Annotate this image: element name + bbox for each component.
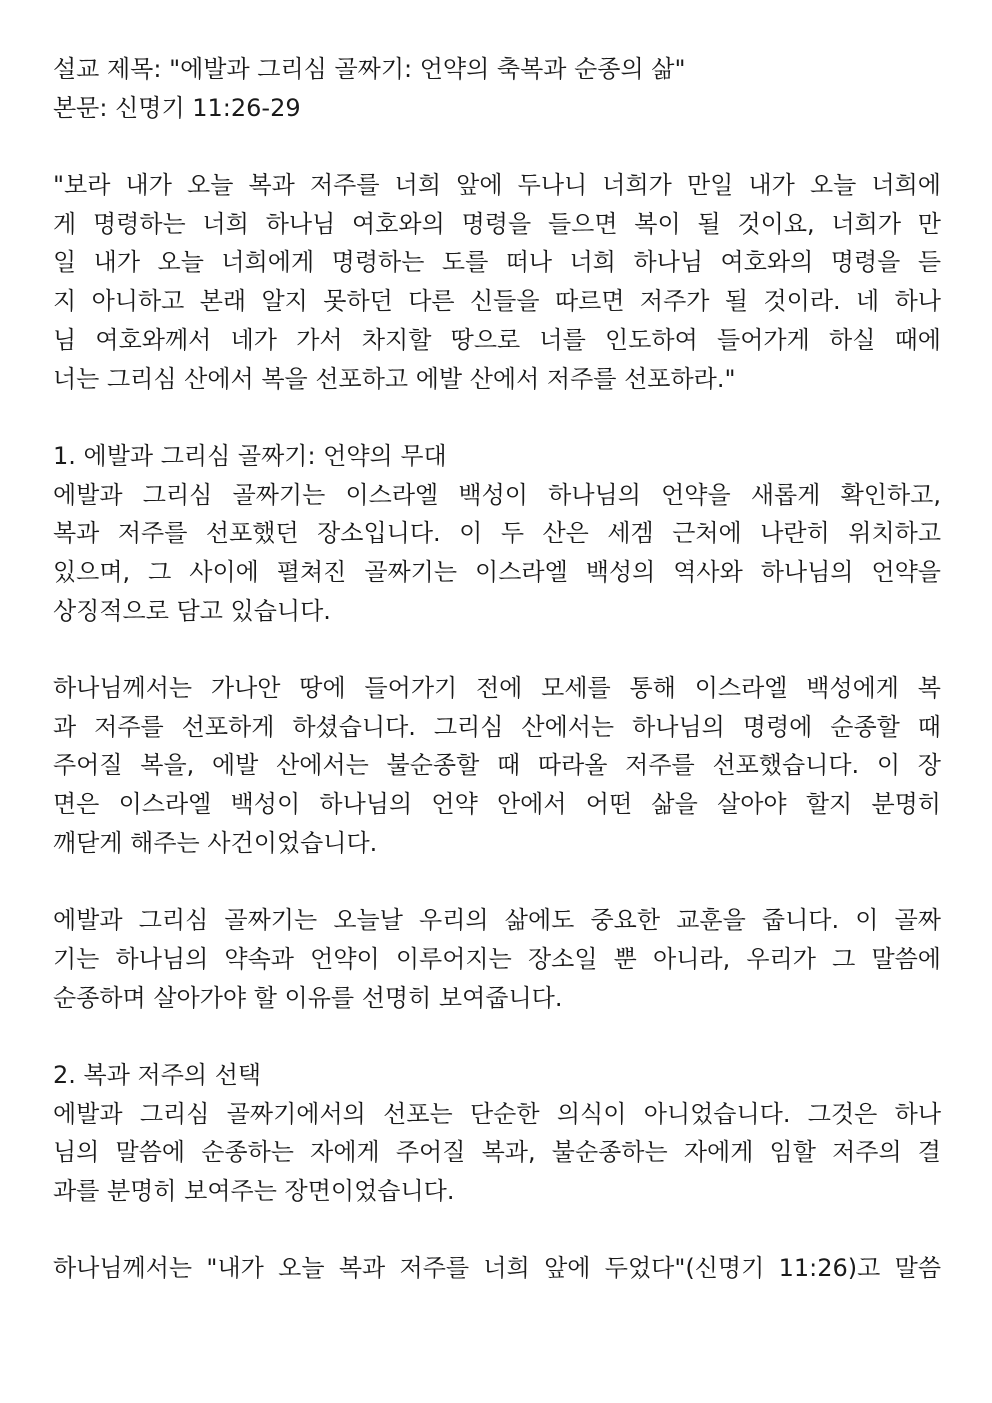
- paragraph-line: 과를 분명히 보여주는 장면이었습니다.: [53, 1176, 455, 1205]
- paragraph-line: 에발과 그리심 골짜기는 오늘날 우리의 삶에도 중요한 교훈을 줍니다. 이 골짜: [53, 906, 941, 935]
- document-page: [53, 50, 941, 1288]
- paragraph-line: 에발과 그리심 골짜기는 이스라엘 백성이 하나님의 언약을 새롭게 확인하고,: [53, 480, 941, 509]
- section-1-heading: 1. 에발과 그리심 골짜기: 언약의 무대: [53, 441, 447, 470]
- paragraph-line: 과 저주를 선포하게 하셨습니다. 그리심 산에서는 하나님의 명령에 순종할 때: [53, 712, 941, 741]
- paragraph-line: 하나님께서는 가나안 땅에 들어가기 전에 모세를 통해 이스라엘 백성에게 복: [53, 674, 941, 702]
- blank-line: [53, 630, 941, 669]
- paragraph-line: 면은 이스라엘 백성이 하나님의 언약 안에서 어떤 삶을 살아야 할지 분명히: [53, 790, 941, 819]
- blank-line: [53, 862, 941, 901]
- quote-line: 게 명령하는 너희 하나님 여호와의 명령을 들으면 복이 될 것이요, 너희가 만: [53, 209, 941, 238]
- blank-line: [53, 1211, 941, 1250]
- section-1-paragraph-2: [53, 669, 941, 862]
- paragraph-line: 복과 저주를 선포했던 장소입니다. 이 두 산은 세겜 근처에 나란히 위치하고: [53, 519, 941, 548]
- section-2-paragraph-2: [53, 1249, 941, 1288]
- quote-line: 님 여호와께서 네가 가서 차지할 땅으로 너를 인도하여 들어가게 하실 때에: [53, 325, 941, 354]
- paragraph-line: 상징적으로 담고 있습니다.: [53, 596, 331, 625]
- blank-line: [53, 127, 941, 166]
- scripture-quote: [53, 166, 941, 398]
- sermon-title: 설교 제목: "에발과 그리심 골짜기: 언약의 축복과 순종의 삶": [53, 55, 686, 83]
- paragraph-line: 님의 말씀에 순종하는 자에게 주어질 복과, 불순종하는 자에게 임할 저주의 결: [53, 1138, 941, 1167]
- blank-line: [53, 398, 941, 437]
- paragraph-line: 있으며, 그 사이에 펼쳐진 골짜기는 이스라엘 백성의 역사와 하나님의 언약을: [53, 557, 941, 586]
- quote-line: 일 내가 오늘 너희에게 명령하는 도를 떠나 너희 하나님 여호와의 명령을 듣: [53, 248, 941, 277]
- paragraph-line: 순종하며 살아가야 할 이유를 선명히 보여줍니다.: [53, 983, 563, 1012]
- quote-line: 지 아니하고 본래 알지 못하던 다른 신들을 따르면 저주가 될 것이라. 네 하나: [53, 287, 941, 316]
- quote-line: "보라 내가 오늘 복과 저주를 너희 앞에 두나니 너희가 만일 내가 오늘 너희에: [53, 171, 941, 200]
- scripture-reference: 본문: 신명기 11:26-29: [53, 93, 301, 122]
- blank-line: [53, 1017, 941, 1056]
- paragraph-line: 기는 하나님의 약속과 언약이 이루어지는 장소일 뿐 아니라, 우리가 그 말씀에: [53, 944, 941, 973]
- section-2-heading: 2. 복과 저주의 선택: [53, 1060, 262, 1089]
- paragraph-line: 에발과 그리심 골짜기에서의 선포는 단순한 의식이 아니었습니다. 그것은 하나: [53, 1099, 941, 1128]
- paragraph-line: 주어질 복을, 에발 산에서는 불순종할 때 따라올 저주를 선포했습니다. 이 장: [53, 751, 941, 780]
- quote-line: 너는 그리심 산에서 복을 선포하고 에발 산에서 저주를 선포하라.": [53, 364, 736, 393]
- section-1-paragraph-1: [53, 476, 941, 631]
- paragraph-line: 하나님께서는 "내가 오늘 복과 저주를 너희 앞에 두었다"(신명기 11:26)고 말씀: [53, 1254, 941, 1283]
- section-2-paragraph-1: [53, 1095, 941, 1211]
- section-1-paragraph-3: [53, 901, 941, 1017]
- paragraph-line: 깨닫게 해주는 사건이었습니다.: [53, 828, 378, 857]
